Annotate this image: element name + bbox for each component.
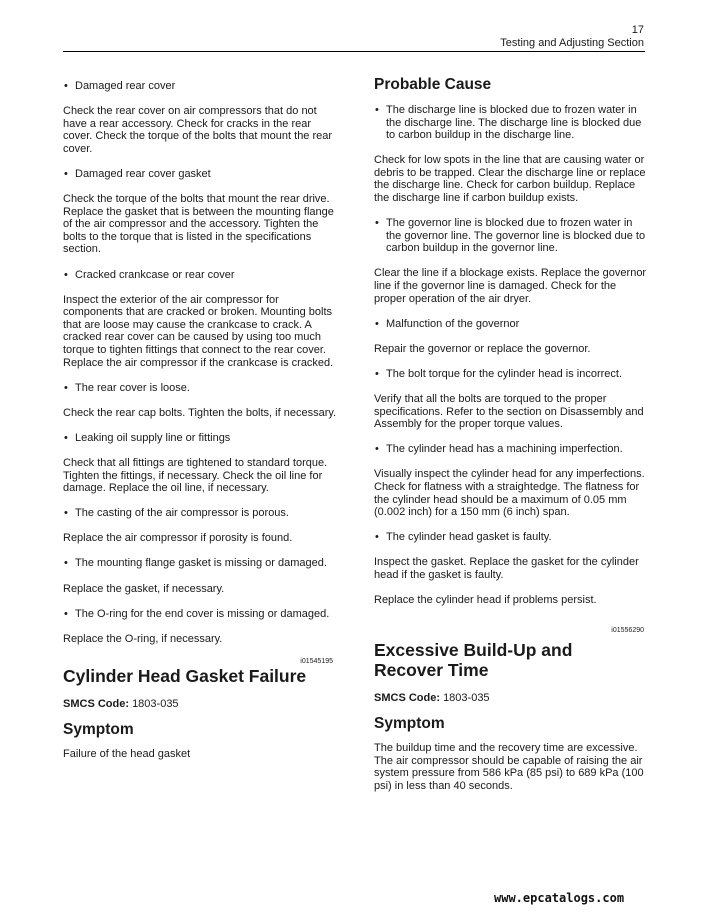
paragraph: Failure of the head gasket (63, 748, 191, 761)
bullet-icon: • (64, 557, 68, 570)
bullet-item: • Damaged rear cover (64, 80, 176, 92)
left-column (63, 80, 337, 774)
subheading: Symptom (374, 715, 445, 733)
bullet-item: • The bolt torque for the cylinder head is incorrect. (375, 367, 623, 380)
right-column (374, 76, 648, 805)
paragraph: The buildup time and the recovery time are excessive. The air compressor should be capable of raising the air system pressure from 586 kPa (85 psi) to 689 kPa (100 psi) in less than 40 seconds. (374, 742, 644, 792)
smcs-code (63, 698, 337, 711)
bullet-icon: • (64, 80, 68, 92)
bullet-icon: • (64, 167, 68, 180)
subheading: Symptom (63, 721, 134, 739)
paragraph: Clear the line if a blockage exists. Replace the governor line if the governor line is damaged. Check for the proper operation of the air dryer. (374, 267, 647, 305)
header-rule (63, 51, 645, 52)
paragraph: Replace the air compressor if porosity is found. (63, 532, 293, 545)
bullet-icon: • (64, 381, 68, 394)
bullet-icon: • (375, 367, 379, 380)
paragraph: Inspect the gasket. Replace the gasket for the cylinder head if the gasket is faulty. (374, 556, 639, 581)
subheading: Probable Cause (374, 76, 492, 93)
bullet-icon: • (375, 317, 379, 330)
bullet-item: • Cracked crankcase or rear cover (64, 268, 235, 281)
paragraph: Replace the cylinder head if problems persist. (374, 594, 597, 607)
bullet-item: • Damaged rear cover gasket (64, 167, 211, 180)
smcs-label: SMCS Code: (63, 697, 129, 710)
bullet-item: • The rear cover is loose. (64, 381, 190, 394)
bullet-icon: • (64, 507, 68, 520)
paragraph: Repair the governor or replace the governor. (374, 342, 591, 355)
bullet-icon: • (64, 268, 68, 281)
paragraph: Verify that all the bolts are torqued to the proper specifications. Refer to the section on Disassembly and Assembly for the proper torque values. (374, 393, 644, 431)
paragraph: Inspect the exterior of the air compressor for components that are cracked or broken. Mounting bolts that are loose may cause the crankcase to crack. A cracked rear cover can be caused by using too much torque to tighten fittings that connect to the rear cover. Replace the air compressor if the crankcase is cracked. (63, 293, 334, 369)
paragraph: Check the rear cap bolts. Tighten the bolts, if necessary. (63, 406, 337, 419)
bullet-icon: • (375, 217, 379, 230)
bullet-item: • Malfunction of the governor (375, 317, 520, 330)
figure-id: i01545195 (300, 657, 333, 665)
smcs-code (374, 692, 648, 705)
bullet-item: • The cylinder head has a machining imperfection. (375, 443, 623, 456)
watermark-link[interactable]: www.epcatalogs.com (494, 891, 625, 905)
bullet-icon: • (64, 431, 68, 444)
bullet-icon: • (375, 531, 379, 544)
paragraph: Check for low spots in the line that are causing water or debris to be trapped. Clear the discharge line or replace the discharge line. Check for carbon buildup. Replace the discharge line if carbon buildup exists. (374, 154, 646, 205)
bullet-item: • The cylinder head gasket is faulty. (375, 531, 552, 544)
paragraph: Check that all fittings are tightened to standard torque. Tighten the fittings, if necessary. Check the oil line for damage. Replace the oil line, if necessary. (63, 456, 328, 495)
paragraph: Visually inspect the cylinder head for any imperfections. Check for flatness with a straightedge. The flatness for the cylinder head should be a maximum of 0.05 mm (0.002 inch) for a 150 mm (6 inch) span. (374, 468, 645, 519)
bullet-item: • The discharge line is blocked due to frozen water in the discharge line. The discharge line is blocked due to carbon buildup in the discharge line. (375, 104, 642, 142)
section-title: Testing and Adjusting Section (500, 37, 644, 49)
paragraph: Check the rear cover on air compressors that do not have a rear accessory. Check for cracks in the rear cover. Check the torque of the bolts that mount the rear cover. (63, 105, 333, 155)
figure-id: i01556290 (611, 626, 644, 634)
paragraph: Replace the gasket, if necessary. (63, 582, 225, 595)
bullet-icon: • (375, 104, 379, 116)
paragraph: Replace the O-ring, if necessary. (63, 632, 223, 645)
page-number: 17 (631, 24, 644, 36)
bullet-item: • The mounting flange gasket is missing or damaged. (64, 557, 327, 570)
bullet-icon: • (64, 607, 68, 620)
bullet-item: • Leaking oil supply line or fittings (64, 431, 231, 444)
bullet-icon: • (375, 443, 379, 456)
section-heading: Cylinder Head Gasket Failure (63, 665, 307, 686)
bullet-item: • The O-ring for the end cover is missing or damaged. (64, 607, 330, 620)
smcs-value: 1803-035 (132, 697, 179, 710)
paragraph: Check the torque of the bolts that mount the rear drive. Replace the gasket that is between the mounting flange of the air compressor and the accessory. Tighten the bolts to the torque that is listed in the specifications section. (63, 193, 334, 256)
bullet-item: • The governor line is blocked due to frozen water in the governor line. The governor line is blocked due to carbon buildup in the governor line. (375, 217, 646, 255)
smcs-label: SMCS Code: (374, 691, 440, 704)
smcs-value: 1803-035 (443, 691, 490, 704)
section-heading: Excessive Build-Up and Recover Time (374, 639, 573, 680)
bullet-item: • The casting of the air compressor is porous. (64, 507, 289, 520)
